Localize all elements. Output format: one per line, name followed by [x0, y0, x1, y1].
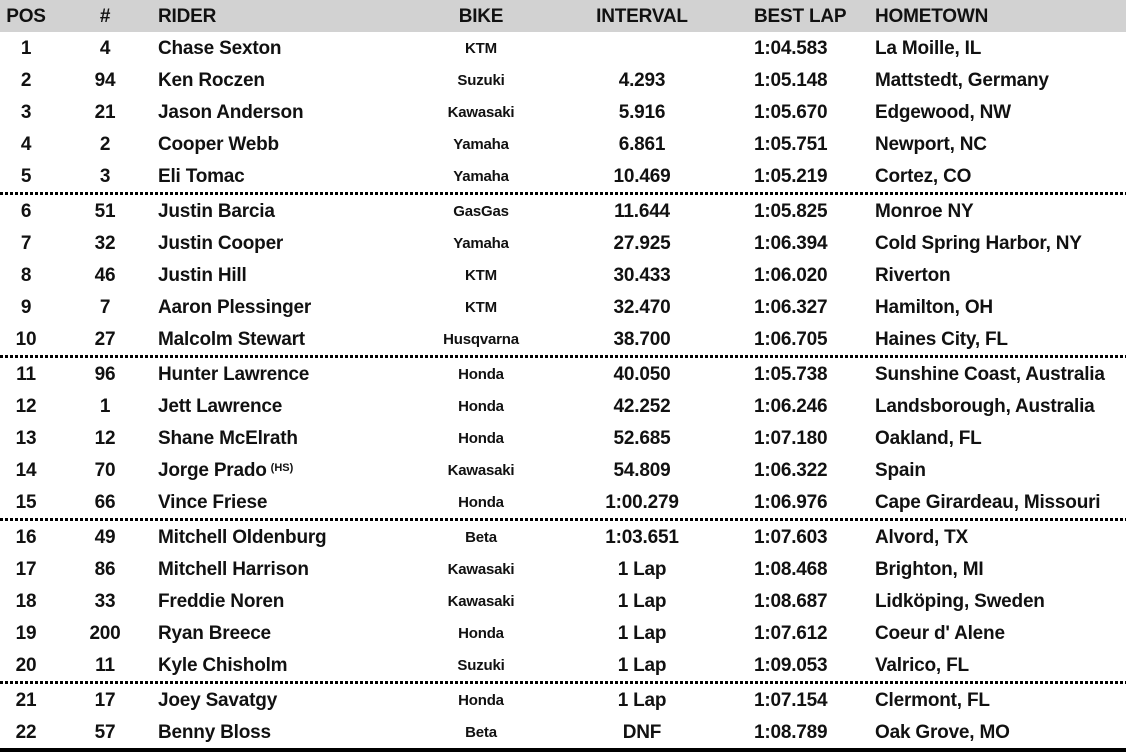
cell-number: 12 [94, 427, 116, 449]
cell-best-lap: 1:07.612 [754, 622, 828, 644]
cell-hometown: Haines City, FL [875, 328, 1008, 350]
cell-bike: Honda [458, 493, 504, 511]
cell-pos: 14 [15, 459, 37, 481]
cell-number: 51 [94, 200, 116, 222]
cell-rider [158, 330, 432, 349]
cell-interval: 52.685 [613, 427, 671, 449]
cell-hometown: Spain [875, 459, 926, 481]
cell-interval: 38.700 [613, 328, 671, 350]
table-row [0, 521, 1126, 553]
cell-bike: Kawasaki [447, 461, 515, 479]
cell-number: 27 [94, 328, 116, 350]
cell-number: 32 [94, 232, 116, 254]
cell-pos: 4 [20, 133, 32, 155]
header-interval: INTERVAL [596, 5, 688, 27]
cell-rider [158, 266, 432, 285]
header-best-lap: BEST LAP [754, 5, 847, 27]
rider-name: Mitchell Oldenburg [158, 526, 327, 548]
cell-hometown: Cortez, CO [875, 165, 972, 187]
table-row [0, 160, 1126, 192]
cell-interval: 54.809 [613, 459, 671, 481]
cell-hometown: Oakland, FL [875, 427, 982, 449]
cell-rider [158, 723, 432, 742]
rider-name: Freddie Noren [158, 590, 285, 612]
table-row [0, 259, 1126, 291]
cell-number: 2 [99, 133, 111, 155]
rider-name: Jett Lawrence [158, 395, 283, 417]
cell-hometown: Brighton, MI [875, 558, 984, 580]
cell-number: 46 [94, 264, 116, 286]
header-bike: BIKE [458, 5, 504, 27]
cell-interval: 4.293 [618, 69, 666, 91]
table-row [0, 390, 1126, 422]
rider-name: Justin Barcia [158, 200, 275, 222]
rider-name: Eli Tomac [158, 165, 245, 187]
cell-hometown: Hamilton, OH [875, 296, 993, 318]
rider-name: Malcolm Stewart [158, 328, 305, 350]
cell-hometown: Cold Spring Harbor, NY [875, 232, 1082, 254]
cell-interval: 1 Lap [617, 590, 667, 612]
cell-pos: 19 [15, 622, 37, 644]
rider-name: Justin Hill [158, 264, 247, 286]
cell-number: 17 [94, 689, 116, 711]
cell-interval: 1:00.279 [605, 491, 679, 513]
cell-number: 66 [94, 491, 116, 513]
rider-name: Jason Anderson [158, 101, 304, 123]
rider-name: Ryan Breece [158, 622, 271, 644]
cell-bike: Suzuki [457, 71, 505, 89]
rider-name: Mitchell Harrison [158, 558, 309, 580]
cell-number: 7 [99, 296, 111, 318]
cell-number: 3 [99, 165, 111, 187]
cell-pos: 10 [15, 328, 37, 350]
cell-best-lap: 1:06.246 [754, 395, 828, 417]
cell-rider [158, 103, 432, 122]
cell-best-lap: 1:04.583 [754, 37, 828, 59]
cell-best-lap: 1:05.148 [754, 69, 828, 91]
cell-rider [158, 167, 432, 186]
cell-pos: 6 [20, 200, 32, 222]
table-row [0, 454, 1126, 486]
cell-pos: 15 [15, 491, 37, 513]
table-row [0, 617, 1126, 649]
cell-bike: Kawasaki [447, 592, 515, 610]
cell-hometown: Newport, NC [875, 133, 987, 155]
cell-best-lap: 1:06.976 [754, 491, 828, 513]
cell-best-lap: 1:06.322 [754, 459, 828, 481]
rider-name: Jorge Prado [158, 459, 267, 481]
cell-pos: 8 [20, 264, 32, 286]
table-row [0, 323, 1126, 355]
cell-interval: 1 Lap [617, 689, 667, 711]
cell-interval: 27.925 [613, 232, 671, 254]
cell-number: 86 [94, 558, 116, 580]
table-row [0, 64, 1126, 96]
cell-interval: 10.469 [613, 165, 671, 187]
cell-interval: 1:03.651 [605, 526, 679, 548]
cell-interval: DNF [622, 721, 662, 743]
cell-rider [158, 493, 432, 512]
cell-rider [158, 592, 432, 611]
cell-interval: 40.050 [613, 363, 671, 385]
cell-rider [158, 656, 432, 675]
cell-pos: 7 [20, 232, 32, 254]
cell-best-lap: 1:09.053 [754, 654, 828, 676]
cell-bike: GasGas [453, 202, 509, 220]
cell-best-lap: 1:08.468 [754, 558, 828, 580]
cell-number: 70 [94, 459, 116, 481]
cell-bike: Kawasaki [447, 560, 515, 578]
rider-name: Hunter Lawrence [158, 363, 310, 385]
cell-pos: 17 [15, 558, 37, 580]
cell-rider [158, 234, 432, 253]
cell-pos: 9 [20, 296, 32, 318]
cell-interval: 30.433 [613, 264, 671, 286]
cell-best-lap: 1:05.219 [754, 165, 828, 187]
cell-rider [158, 429, 432, 448]
cell-rider [158, 528, 432, 547]
cell-bike: Yamaha [453, 135, 509, 153]
cell-bike: Yamaha [453, 167, 509, 185]
cell-hometown: Alvord, TX [875, 526, 969, 548]
cell-rider [158, 397, 432, 416]
rider-note: (HS) [270, 461, 294, 474]
cell-hometown: Valrico, FL [875, 654, 969, 676]
table-row [0, 291, 1126, 323]
cell-bike: KTM [465, 298, 497, 316]
cell-pos: 1 [20, 37, 32, 59]
cell-hometown: Coeur d' Alene [875, 622, 1005, 644]
cell-pos: 18 [15, 590, 37, 612]
table-header [0, 0, 1126, 32]
rider-name: Vince Friese [158, 491, 268, 513]
table-row [0, 128, 1126, 160]
cell-hometown: Mattstedt, Germany [875, 69, 1049, 91]
cell-rider [158, 202, 432, 221]
cell-best-lap: 1:06.327 [754, 296, 828, 318]
cell-rider [158, 39, 432, 58]
cell-interval: 42.252 [613, 395, 671, 417]
cell-hometown: Oak Grove, MO [875, 721, 1010, 743]
cell-bike: Honda [458, 397, 504, 415]
rider-name: Shane McElrath [158, 427, 298, 449]
cell-pos: 5 [20, 165, 32, 187]
table-row [0, 96, 1126, 128]
cell-best-lap: 1:05.751 [754, 133, 828, 155]
table-row [0, 716, 1126, 748]
table-row [0, 195, 1126, 227]
rider-name: Benny Bloss [158, 721, 271, 743]
cell-bike: Yamaha [453, 234, 509, 252]
cell-number: 57 [94, 721, 116, 743]
table-row [0, 486, 1126, 518]
rider-name: Joey Savatgy [158, 689, 278, 711]
cell-number: 1 [99, 395, 111, 417]
cell-best-lap: 1:05.670 [754, 101, 828, 123]
cell-number: 49 [94, 526, 116, 548]
cell-hometown: La Moille, IL [875, 37, 982, 59]
cell-bike: Honda [458, 691, 504, 709]
header-pos: POS [6, 5, 46, 27]
cell-rider [158, 365, 432, 384]
cell-bike: KTM [465, 266, 497, 284]
cell-hometown: Monroe NY [875, 200, 974, 222]
cell-number: 4 [99, 37, 111, 59]
cell-rider [158, 71, 432, 90]
cell-bike: Honda [458, 365, 504, 383]
cell-hometown: Sunshine Coast, Australia [875, 363, 1105, 385]
cell-best-lap: 1:08.789 [754, 721, 828, 743]
cell-interval: 11.644 [614, 200, 670, 222]
cell-bike: Honda [458, 429, 504, 447]
cell-pos: 22 [15, 721, 37, 743]
header-hometown: HOMETOWN [875, 5, 989, 27]
cell-best-lap: 1:07.603 [754, 526, 828, 548]
cell-interval: 5.916 [618, 101, 666, 123]
cell-bike: Husqvarna [443, 330, 519, 348]
cell-best-lap: 1:07.180 [754, 427, 828, 449]
cell-rider [158, 298, 432, 317]
rider-name: Kyle Chisholm [158, 654, 288, 676]
cell-bike: KTM [465, 39, 497, 57]
cell-pos: 20 [15, 654, 37, 676]
cell-pos: 16 [15, 526, 37, 548]
table-row [0, 585, 1126, 617]
cell-pos: 21 [15, 689, 37, 711]
cell-hometown: Edgewood, NW [875, 101, 1011, 123]
table-row [0, 684, 1126, 716]
table-row [0, 358, 1126, 390]
cell-interval: 1 Lap [617, 558, 667, 580]
rider-name: Cooper Webb [158, 133, 279, 155]
rider-name: Aaron Plessinger [158, 296, 312, 318]
table-row [0, 649, 1126, 681]
table-row [0, 422, 1126, 454]
cell-pos: 12 [15, 395, 37, 417]
cell-best-lap: 1:05.738 [754, 363, 828, 385]
rider-name: Chase Sexton [158, 37, 282, 59]
cell-interval: 6.861 [618, 133, 666, 155]
cell-bike: Beta [465, 528, 497, 546]
table-body [0, 32, 1126, 748]
table-row [0, 553, 1126, 585]
cell-best-lap: 1:08.687 [754, 590, 828, 612]
cell-bike: Honda [458, 624, 504, 642]
cell-number: 200 [89, 622, 121, 644]
header-rider: RIDER [158, 5, 217, 27]
cell-pos: 3 [20, 101, 32, 123]
cell-best-lap: 1:07.154 [754, 689, 828, 711]
cell-pos: 13 [15, 427, 37, 449]
cell-bike: Suzuki [457, 656, 505, 674]
cell-number: 21 [94, 101, 116, 123]
cell-hometown: Cape Girardeau, Missouri [875, 491, 1101, 513]
cell-hometown: Clermont, FL [875, 689, 990, 711]
cell-rider [158, 461, 432, 480]
cell-hometown: Riverton [875, 264, 951, 286]
cell-rider [158, 560, 432, 579]
cell-hometown: Landsborough, Australia [875, 395, 1095, 417]
cell-best-lap: 1:06.394 [754, 232, 828, 254]
cell-hometown: Lidköping, Sweden [875, 590, 1045, 612]
cell-pos: 2 [20, 69, 32, 91]
cell-bike: Beta [465, 723, 497, 741]
table-row [0, 32, 1126, 64]
cell-best-lap: 1:06.705 [754, 328, 828, 350]
cell-interval: 1 Lap [617, 622, 667, 644]
cell-number: 96 [94, 363, 116, 385]
cell-bike: Kawasaki [447, 103, 515, 121]
cell-interval: 1 Lap [617, 654, 667, 676]
cell-best-lap: 1:06.020 [754, 264, 828, 286]
rider-name: Justin Cooper [158, 232, 284, 254]
table-row [0, 227, 1126, 259]
cell-rider [158, 135, 432, 154]
cell-pos: 11 [16, 363, 36, 385]
cell-rider [158, 624, 432, 643]
cell-number: 94 [94, 69, 116, 91]
rider-name: Ken Roczen [158, 69, 265, 91]
cell-interval: 32.470 [613, 296, 671, 318]
cell-rider [158, 691, 432, 710]
cell-best-lap: 1:05.825 [754, 200, 828, 222]
cell-number: 11 [95, 654, 115, 676]
cell-number: 33 [94, 590, 116, 612]
header-number: # [99, 5, 111, 27]
